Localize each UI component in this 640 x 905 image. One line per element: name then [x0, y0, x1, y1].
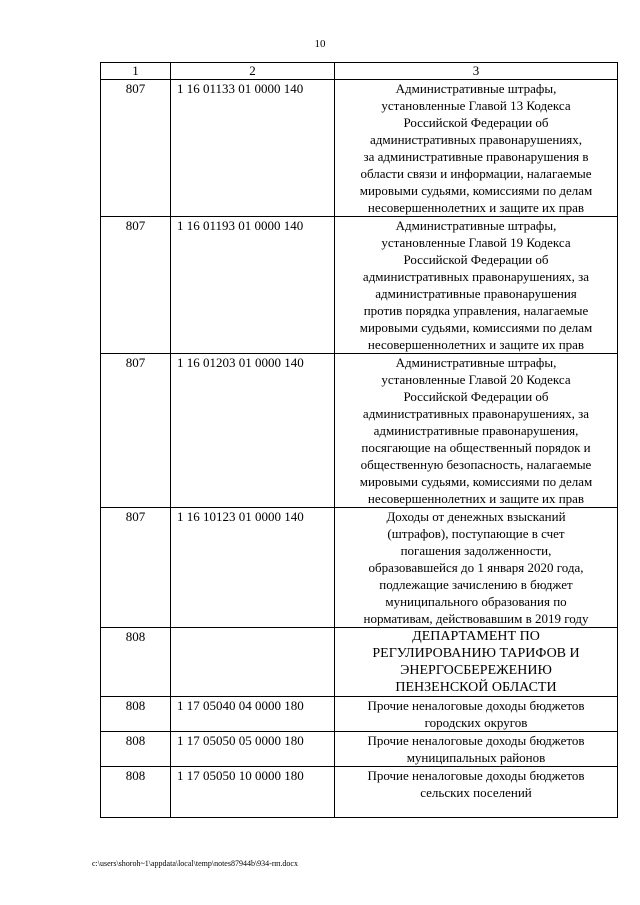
- administrator-code-cell: 807: [101, 217, 171, 354]
- table-row: [101, 628, 618, 697]
- revenue-description-cell: [335, 508, 618, 628]
- description-line: подлежащие зачислению в бюджет: [379, 577, 573, 592]
- administrator-code-cell: 808: [101, 767, 171, 818]
- description-line: образовавшейся до 1 января 2020 года,: [368, 560, 584, 575]
- description-line: погашения задолженности,: [400, 543, 552, 558]
- description-line: Российской Федерации об: [403, 115, 549, 130]
- revenue-description-cell: [335, 732, 618, 767]
- description-line: административных правонарушениях, за: [362, 406, 590, 421]
- table-row: [101, 508, 618, 628]
- budget-classification-code-cell: 1 17 05040 04 0000 180: [171, 697, 335, 732]
- description-line: (штрафов), поступающие в счет: [387, 526, 565, 541]
- administrator-code-cell: 808: [101, 732, 171, 767]
- revenue-description-cell: [335, 628, 618, 697]
- header-col-1: 1: [101, 63, 171, 80]
- budget-classification-code-cell: [171, 628, 335, 697]
- description-line: мировыми судьями, комиссиями по делам: [359, 320, 593, 335]
- description-line: несовершеннолетних и защите их прав: [367, 491, 585, 506]
- header-col-3: 3: [335, 63, 618, 80]
- table-row: [101, 354, 618, 508]
- table-body: [101, 80, 618, 818]
- file-path-footer: c:\users\shoroh~1\appdata\local\temp\notes87944b\934-пп.docx: [92, 859, 298, 868]
- description-line: Российской Федерации об: [403, 389, 549, 404]
- description-line: ЭНЕРГОСБЕРЕЖЕНИЮ: [400, 663, 552, 678]
- description-line: Российской Федерации об: [403, 252, 549, 267]
- description-line: Административные штрафы,: [395, 355, 557, 370]
- description-line: мировыми судьями, комиссиями по делам: [359, 183, 593, 198]
- description-line: Прочие неналоговые доходы бюджетов: [367, 768, 585, 783]
- revenue-description-cell: [335, 217, 618, 354]
- administrator-code-cell: 807: [101, 80, 171, 217]
- revenue-description-cell: [335, 697, 618, 732]
- description-line: установленные Главой 19 Кодекса: [381, 235, 571, 250]
- description-line: РЕГУЛИРОВАНИЮ ТАРИФОВ И: [372, 646, 580, 661]
- description-line: установленные Главой 13 Кодекса: [381, 98, 571, 113]
- description-line: установленные Главой 20 Кодекса: [381, 372, 571, 387]
- revenue-description-cell: [335, 354, 618, 508]
- administrator-code-cell: 807: [101, 508, 171, 628]
- description-line: несовершеннолетних и защите их прав: [367, 200, 585, 215]
- description-line: против порядка управления, налагаемые: [363, 303, 589, 318]
- budget-classification-code-cell: 1 16 10123 01 0000 140: [171, 508, 335, 628]
- description-line: Прочие неналоговые доходы бюджетов: [367, 698, 585, 713]
- description-line: административных правонарушениях, за: [362, 269, 590, 284]
- description-line: общественную безопасность, налагаемые: [360, 457, 592, 472]
- description-line: административные правонарушения: [375, 286, 577, 301]
- budget-classification-code-cell: 1 17 05050 10 0000 180: [171, 767, 335, 818]
- budget-classification-code-cell: 1 16 01203 01 0000 140: [171, 354, 335, 508]
- description-line: Административные штрафы,: [395, 81, 557, 96]
- description-line: посягающие на общественный порядок и: [361, 440, 591, 455]
- page-number: 10: [314, 38, 326, 50]
- header-col-2: 2: [171, 63, 335, 80]
- description-line: ПЕНЗЕНСКОЙ ОБЛАСТИ: [395, 680, 557, 695]
- budget-classification-code-cell: 1 16 01193 01 0000 140: [171, 217, 335, 354]
- revenue-description-cell: [335, 80, 618, 217]
- description-line: Административные штрафы,: [395, 218, 557, 233]
- revenue-codes-table: [100, 62, 618, 818]
- description-line: Прочие неналоговые доходы бюджетов: [367, 733, 585, 748]
- table-row: [101, 217, 618, 354]
- description-line: муниципальных районов: [406, 750, 546, 765]
- description-line: административные правонарушения,: [373, 423, 579, 438]
- table-row: [101, 80, 618, 217]
- description-line: административных правонарушениях,: [370, 132, 582, 147]
- description-line: нормативам, действовавшим в 2019 году: [363, 611, 589, 626]
- table-row: [101, 697, 618, 732]
- table-row: [101, 767, 618, 818]
- budget-classification-code-cell: 1 17 05050 05 0000 180: [171, 732, 335, 767]
- description-line: муниципального образования по: [385, 594, 567, 609]
- table-header-row: [101, 63, 618, 80]
- description-line: области связи и информации, налагаемые: [360, 166, 592, 181]
- administrator-code-cell: 808: [101, 697, 171, 732]
- revenue-description-cell: [335, 767, 618, 818]
- administrator-code-cell: 807: [101, 354, 171, 508]
- description-line: сельских поселений: [420, 785, 532, 800]
- description-line: несовершеннолетних и защите их прав: [367, 337, 585, 352]
- description-line: ДЕПАРТАМЕНТ ПО: [412, 629, 540, 644]
- table-row: [101, 732, 618, 767]
- budget-classification-code-cell: 1 16 01133 01 0000 140: [171, 80, 335, 217]
- description-line: за административные правонарушения в: [363, 149, 589, 164]
- description-line: городских округов: [424, 715, 528, 730]
- administrator-code-cell: 808: [101, 628, 171, 697]
- description-line: Доходы от денежных взысканий: [386, 509, 566, 524]
- description-line: мировыми судьями, комиссиями по делам: [359, 474, 593, 489]
